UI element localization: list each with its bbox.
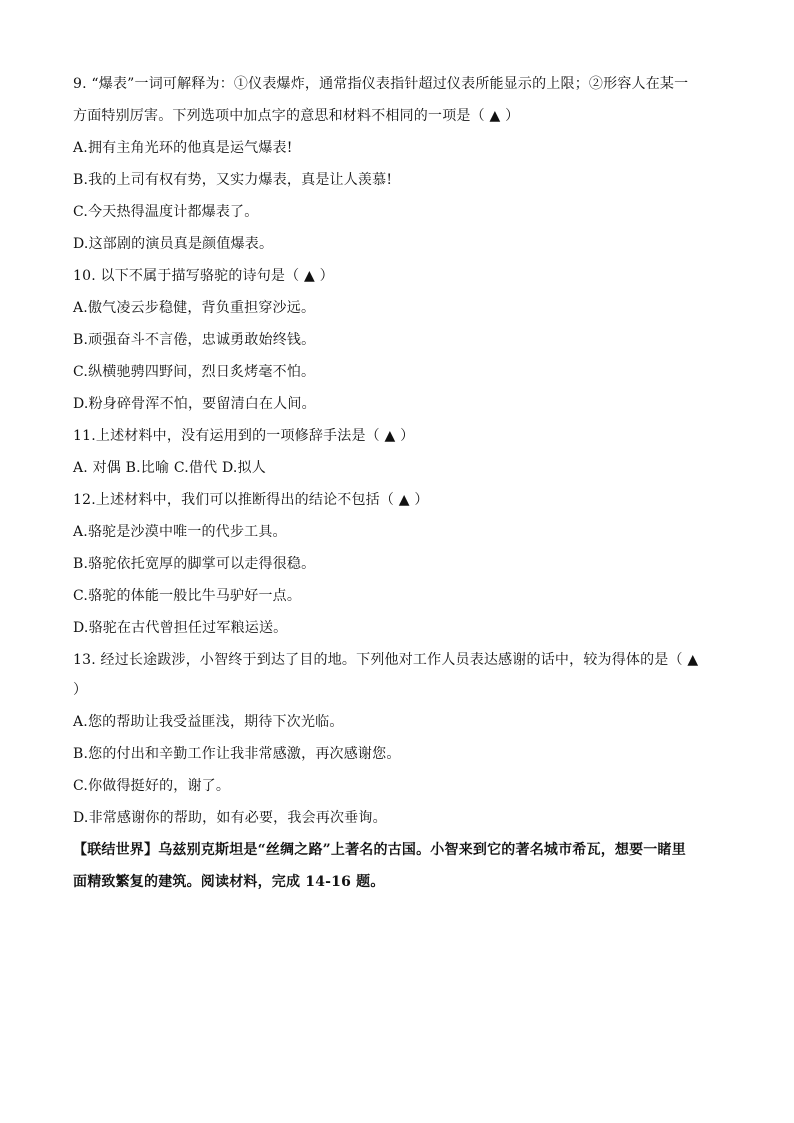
question-11-stem: 11.上述材料中，没有运用到的一项修辞手法是（ ▲ ） <box>73 428 415 444</box>
question-9-stem-line-2: 方面特别厉害。下列选项中加点字的意思和材料不相同的一项是（ ▲ ） <box>73 108 520 124</box>
section-intro-line-1: 【联结世界】乌兹别克斯坦是“丝绸之路”上著名的古国。小智来到它的著名城市希瓦，想要一睹里 <box>73 842 686 858</box>
question-12-option-b: B.骆驼依托宽厚的脚掌可以走得很稳。 <box>73 556 316 572</box>
question-9-stem-line-1: 9. “爆表”一词可解释为：①仪表爆炸，通常指仪表指针超过仪表所能显示的上限；②形容人在某一 <box>73 76 689 92</box>
question-9-option-b: B.我的上司有权有势，又实力爆表，真是让人羡慕! <box>73 172 393 188</box>
question-10-option-a: A.傲气凌云步稳健，背负重担穿沙远。 <box>73 300 316 316</box>
question-13-option-b: B.您的付出和辛勤工作让我非常感激，再次感谢您。 <box>73 746 401 762</box>
question-13-option-c: C.你做得挺好的，谢了。 <box>73 778 231 794</box>
question-10-option-b: B.顽强奋斗不言倦，忠诚勇敢始终钱。 <box>73 332 316 348</box>
question-9-option-a: A.拥有主角光环的他真是运气爆表! <box>73 140 293 156</box>
question-13-stem-line-1: 13. 经过长途跋涉，小智终于到达了目的地。下列他对工作人员表达感谢的话中，较为得体的是（ ▲ <box>73 652 699 668</box>
question-10-option-c: C.纵横驰骋四野间，烈日炙烤毫不怕。 <box>73 364 316 380</box>
question-12-option-c: C.骆驼的体能一般比牛马驴好一点。 <box>73 588 302 604</box>
section-intro-line-2: 面精致繁复的建筑。阅读材料，完成 14-16 题。 <box>73 874 385 890</box>
question-9-option-d: D.这部剧的演员真是颜值爆表。 <box>73 236 274 252</box>
question-12-option-a: A.骆驼是沙漠中唯一的代步工具。 <box>73 524 287 540</box>
question-9-option-c: C.今天热得温度计都爆表了。 <box>73 204 259 220</box>
question-12-stem: 12.上述材料中，我们可以推断得出的结论不包括（ ▲ ） <box>73 492 429 508</box>
question-12-option-d: D.骆驼在古代曾担任过军粮运送。 <box>73 620 288 636</box>
question-10-stem: 10. 以下不属于描写骆驼的诗句是（ ▲ ） <box>73 268 334 284</box>
question-13-stem-line-2: ） <box>73 682 88 698</box>
question-10-option-d: D.粉身碎骨浑不怕，要留清白在人间。 <box>73 396 316 412</box>
question-13-option-d: D.非常感谢你的帮助，如有必要，我会再次垂询。 <box>73 810 387 826</box>
question-13-option-a: A.您的帮助让我受益匪浅，期待下次光临。 <box>73 714 344 730</box>
question-11-options: A. 对偶 B.比喻 C.借代 D.拟人 <box>73 460 266 476</box>
